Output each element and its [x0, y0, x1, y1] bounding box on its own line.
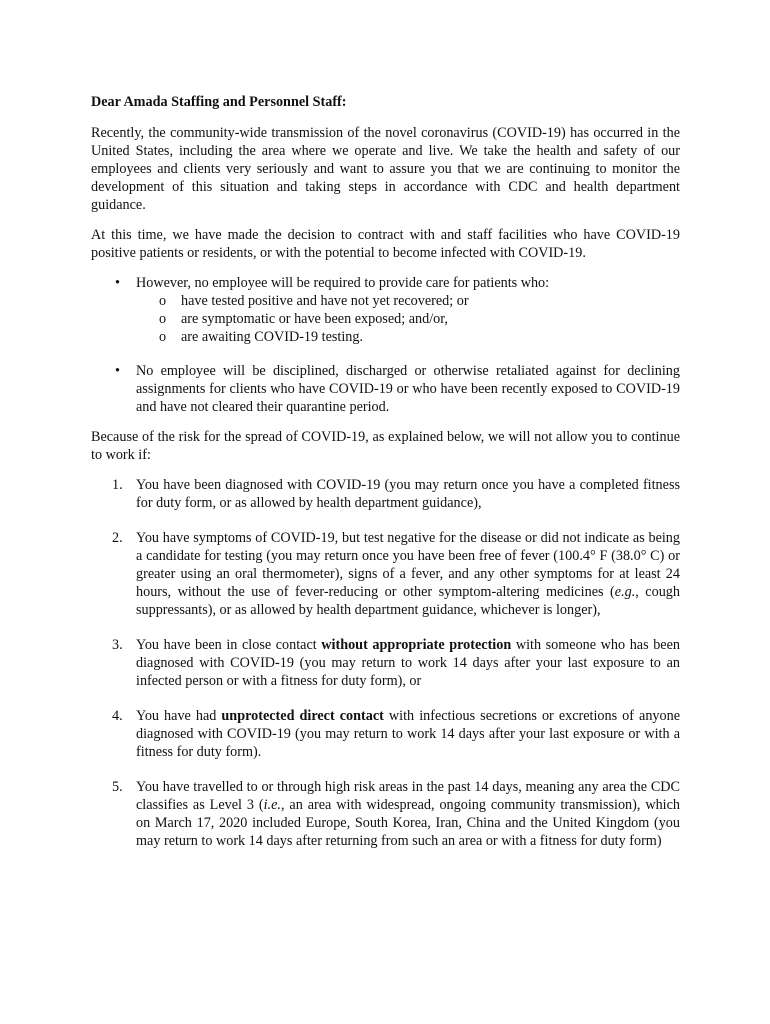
policy-bullet-list: [91, 274, 680, 416]
sub-item-text: have tested positive and have not yet recovered; or: [181, 293, 469, 309]
condition-text-italic: i.e.: [263, 797, 281, 813]
sub-item-symptomatic: [136, 310, 680, 328]
sub-item-awaiting-testing: [136, 328, 680, 346]
condition-text-bold: without appropriate protection: [321, 637, 512, 653]
condition-text-before: You have had: [136, 708, 222, 724]
condition-number: 3.: [112, 637, 123, 653]
condition-text-bold: unprotected direct contact: [221, 708, 384, 724]
sub-item-text: are symptomatic or have been exposed; and/or,: [181, 311, 448, 327]
condition-item-close-contact: [91, 636, 680, 690]
condition-text-after: , cough suppressants), or as allowed by health department guidance, whichever is longer),: [136, 584, 680, 618]
condition-item-diagnosed: [91, 476, 680, 512]
condition-text-before: You have symptoms of COVID-19, but test negative for the disease or did not indicate as being a candidate for testing (you may return once you have been free of fever (100.4° F (38.0° C) or greater using an oral thermometer), signs of a fever, and any other symptoms for at least 24 hours, without the use of fever-reducing or other symptom-altering medicines (: [136, 530, 680, 600]
letter-page: [91, 93, 680, 867]
bullet-marker: •: [115, 275, 120, 291]
condition-text-after: with infectious secretions or excretions of anyone diagnosed with COVID-19 (you may return to work 14 days after your last exposure or with a fitness for duty form).: [136, 708, 681, 760]
condition-item-travel: [91, 778, 680, 850]
risk-paragraph: Because of the risk for the spread of COVID-19, as explained below, we will not allow you to continue to work if:: [91, 429, 680, 463]
condition-text-italic: e.g.: [614, 584, 636, 600]
bullet-text: No employee will be disciplined, discharged or otherwise retaliated against for declining assignments for clients who have COVID-19 or who have been recently exposed to COVID-19 and have not cleared their quarantine period.: [136, 363, 680, 415]
condition-text-after: with someone who has been diagnosed with COVID-19 (you may return to work 14 days after your last exposure to an infected person or with a fitness for duty form), or: [136, 637, 680, 689]
condition-item-direct-contact: [91, 707, 680, 761]
condition-text-before: You have travelled to or through high risk areas in the past 14 days, meaning any area the CDC classifies as Level 3 (: [136, 779, 680, 813]
salutation: Dear Amada Staffing and Personnel Staff:: [91, 94, 347, 110]
condition-number: 1.: [112, 477, 123, 493]
bullet-text: However, no employee will be required to provide care for patients who:: [136, 275, 550, 291]
condition-item-symptoms: [91, 529, 680, 619]
decision-paragraph: At this time, we have made the decision to contract with and staff facilities who have COVID-19 positive patients or residents, or with the potential to become infected with COVID-19.: [91, 227, 680, 261]
condition-number: 4.: [112, 708, 123, 724]
condition-text-after: , an area with widespread, ongoing community transmission), which on March 17, 2020 included Europe, South Korea, Iran, China and the United Kingdom (you may return to work 14 days after returning from such an area or with a fitness for duty form): [136, 797, 681, 849]
condition-number: 2.: [112, 530, 123, 546]
condition-text: You have been diagnosed with COVID-19 (you may return once you have a completed fitness for duty form, or as allowed by health department guidance),: [136, 477, 680, 511]
sub-marker: o: [159, 311, 167, 327]
sub-item-text: are awaiting COVID-19 testing.: [181, 329, 364, 345]
bullet-item-no-required-care: [91, 274, 680, 346]
condition-number: 5.: [112, 779, 123, 795]
bullet-marker: •: [115, 363, 120, 379]
condition-text-before: You have been in close contact: [136, 637, 322, 653]
intro-paragraph: Recently, the community-wide transmission of the novel coronavirus (COVID-19) has occurred in the United States, including the area where we operate and live. We take the health and safety of our employees and clients very seriously and want to assure you that we are continuing to monitor the development of this situation and taking steps in accordance with CDC and health department guidance.: [91, 125, 680, 213]
work-restriction-list: [91, 476, 680, 850]
sub-marker: o: [159, 293, 167, 309]
sub-item-tested-positive: [136, 292, 680, 310]
patient-condition-sublist: [136, 292, 680, 346]
sub-marker: o: [159, 329, 167, 345]
bullet-item-no-retaliation: [91, 362, 680, 416]
